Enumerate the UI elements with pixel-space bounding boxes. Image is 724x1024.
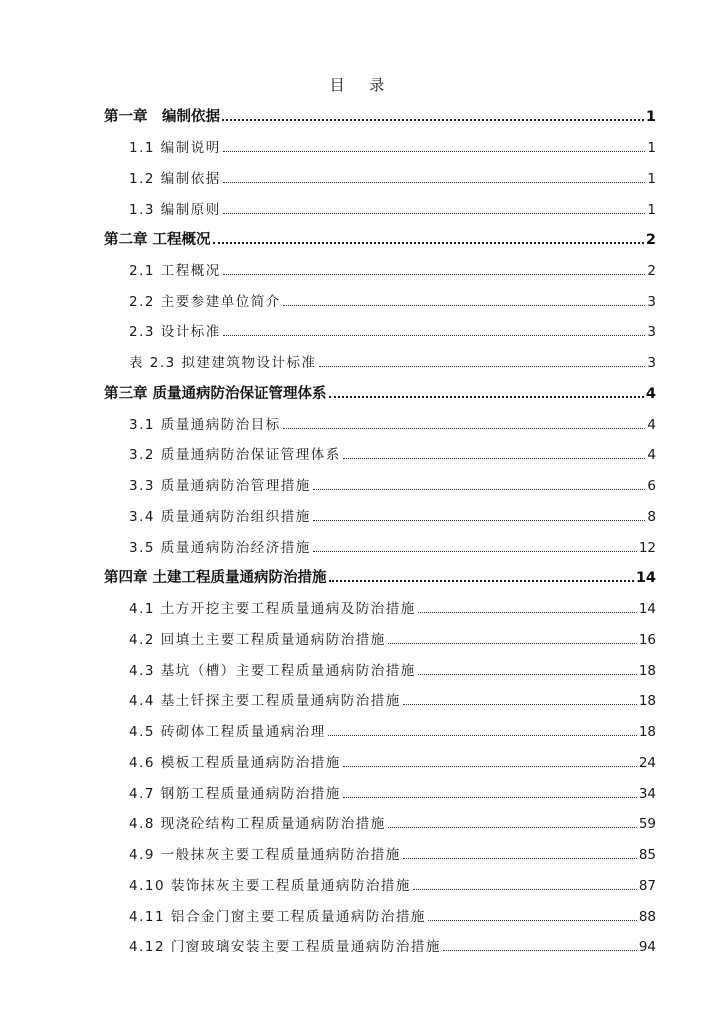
toc-entry-page: 14	[638, 601, 656, 617]
dot-leader	[388, 643, 637, 644]
toc-entry-4-3[interactable]	[129, 657, 656, 679]
toc-entry-label: 4.7 钢筋工程质量通病防治措施	[129, 786, 341, 802]
toc-entry-page: 3	[647, 324, 656, 340]
toc-entry-label: 4.6 模板工程质量通病防治措施	[129, 755, 341, 771]
toc-entry-table-2-3[interactable]	[129, 349, 656, 371]
toc-entry-label: 2.1 工程概况	[129, 263, 221, 279]
dot-leader	[313, 551, 637, 552]
toc-entry-label: 3.2 质量通病防治保证管理体系	[129, 447, 341, 463]
toc-entry-chapter-4[interactable]	[104, 564, 656, 586]
toc-entry-label: 4.1 土方开挖主要工程质量通病及防治措施	[129, 601, 416, 617]
dot-leader	[418, 674, 637, 675]
toc-entry-label: 4.10 装饰抹灰主要工程质量通病防治措施	[129, 878, 411, 894]
dot-leader	[223, 335, 646, 336]
toc-entry-4-8[interactable]	[129, 810, 656, 832]
toc-entry-4-12[interactable]	[129, 933, 656, 955]
toc-entry-label: 1.3 编制原则	[129, 202, 221, 218]
dot-leader	[223, 213, 646, 214]
toc-entry-label: 4.9 一般抹灰主要工程质量通病防治措施	[129, 847, 401, 863]
toc-entry-4-2[interactable]	[129, 626, 656, 648]
dot-leader	[223, 151, 646, 152]
toc-entry-4-10[interactable]	[129, 872, 656, 894]
toc-entry-page: 59	[638, 816, 656, 832]
toc-entry-label: 3.1 质量通病防治目标	[129, 417, 281, 433]
dot-leader	[222, 119, 644, 121]
toc-entry-page: 3	[647, 294, 656, 310]
toc-entry-3-3[interactable]	[129, 472, 656, 494]
toc-entry-chapter-2[interactable]	[104, 226, 656, 248]
toc-entry-label: 3.5 质量通病防治经济措施	[129, 540, 311, 556]
toc-entry-3-4[interactable]	[129, 503, 656, 525]
toc-entry-page: 1	[647, 171, 656, 187]
toc-entry-4-5[interactable]	[129, 718, 656, 740]
toc-entry-page: 8	[647, 509, 656, 525]
toc-entry-label: 4.2 回填土主要工程质量通病防治措施	[129, 632, 386, 648]
dot-leader	[343, 766, 637, 767]
toc-entry-page: 3	[647, 355, 656, 371]
toc-entry-page: 4	[647, 417, 656, 433]
toc-entry-2-3[interactable]	[129, 318, 656, 340]
toc-entry-page: 87	[638, 878, 656, 894]
toc-entry-page: 4	[647, 447, 656, 463]
toc-entry-page: 2	[647, 263, 656, 279]
dot-leader	[283, 305, 646, 306]
toc-entry-page: 6	[647, 478, 656, 494]
dot-leader	[319, 366, 646, 367]
dot-leader	[388, 827, 637, 828]
toc-entry-page: 1	[647, 140, 656, 156]
toc-entry-label: 第四章 土建工程质量通病防治措施	[104, 570, 327, 586]
dot-leader	[329, 396, 644, 398]
dot-leader	[418, 612, 637, 613]
toc-entry-page: 34	[638, 786, 656, 802]
toc-entry-1-3[interactable]	[129, 196, 656, 218]
toc-entry-4-9[interactable]	[129, 841, 656, 863]
toc-entry-label: 4.5 砖砌体工程质量通病治理	[129, 724, 326, 740]
toc-entry-label: 3.4 质量通病防治组织措施	[129, 509, 311, 525]
dot-leader	[428, 920, 637, 921]
toc-entry-label: 表 2.3 拟建建筑物设计标准	[129, 355, 317, 371]
toc-entry-4-11[interactable]	[129, 903, 656, 925]
dot-leader	[403, 858, 637, 859]
toc-entry-label: 1.1 编制说明	[129, 140, 221, 156]
dot-leader	[329, 580, 634, 582]
toc-entry-page: 14	[635, 570, 656, 586]
toc-entry-3-2[interactable]	[129, 441, 656, 463]
dot-leader	[223, 182, 646, 183]
toc-entry-label: 第一章 编制依据	[104, 109, 220, 125]
toc-title: 目 录	[329, 76, 395, 94]
dot-leader	[343, 458, 646, 459]
toc-entry-page: 1	[645, 109, 656, 125]
toc-entry-label: 第三章 质量通病防治保证管理体系	[104, 386, 327, 402]
toc-entry-2-1[interactable]	[129, 257, 656, 279]
toc-entry-page: 88	[638, 909, 656, 925]
toc-entry-label: 4.12 门窗玻璃安装主要工程质量通病防治措施	[129, 939, 441, 955]
dot-leader	[343, 797, 637, 798]
dot-leader	[328, 735, 637, 736]
toc-entry-label: 4.3 基坑（槽）主要工程质量通病防治措施	[129, 663, 416, 679]
toc-entry-label: 4.11 铝合金门窗主要工程质量通病防治措施	[129, 909, 426, 925]
toc-entry-page: 85	[638, 847, 656, 863]
toc-entry-label: 2.2 主要参建单位简介	[129, 294, 281, 310]
toc-entry-label: 3.3 质量通病防治管理措施	[129, 478, 311, 494]
toc-entry-page: 16	[638, 632, 656, 648]
toc-entry-4-1[interactable]	[129, 595, 656, 617]
toc-entry-label: 4.4 基土钎探主要工程质量通病防治措施	[129, 693, 401, 709]
toc-entry-label: 2.3 设计标准	[129, 324, 221, 340]
dot-leader	[283, 428, 646, 429]
toc-entry-page: 2	[645, 232, 656, 248]
toc-entry-chapter-3[interactable]	[104, 380, 656, 402]
toc-entry-4-4[interactable]	[129, 687, 656, 709]
toc-entry-1-1[interactable]	[129, 134, 656, 156]
dot-leader	[403, 704, 637, 705]
toc-entry-4-7[interactable]	[129, 780, 656, 802]
dot-leader	[223, 274, 646, 275]
dot-leader	[413, 889, 637, 890]
dot-leader	[313, 489, 646, 490]
toc-entry-page: 18	[638, 693, 656, 709]
toc-entry-1-2[interactable]	[129, 165, 656, 187]
toc-entry-label: 第二章 工程概况	[104, 232, 211, 248]
toc-entry-chapter-1[interactable]	[104, 103, 656, 125]
toc-entry-label: 4.8 现浇砼结构工程质量通病防治措施	[129, 816, 386, 832]
toc-entry-3-5[interactable]	[129, 534, 656, 556]
toc-entry-2-2[interactable]	[129, 288, 656, 310]
toc-entry-4-6[interactable]	[129, 749, 656, 771]
toc-entry-page: 94	[638, 939, 656, 955]
toc-entry-page: 18	[638, 663, 656, 679]
toc-entry-page: 12	[638, 540, 656, 556]
toc-entry-page: 4	[645, 386, 656, 402]
toc-entry-3-1[interactable]	[129, 411, 656, 433]
dot-leader	[213, 242, 644, 244]
dot-leader	[313, 520, 646, 521]
toc-entry-label: 1.2 编制依据	[129, 171, 221, 187]
toc-entry-page: 18	[638, 724, 656, 740]
toc-entry-page: 1	[647, 202, 656, 218]
dot-leader	[443, 950, 637, 951]
toc-entry-page: 24	[638, 755, 656, 771]
